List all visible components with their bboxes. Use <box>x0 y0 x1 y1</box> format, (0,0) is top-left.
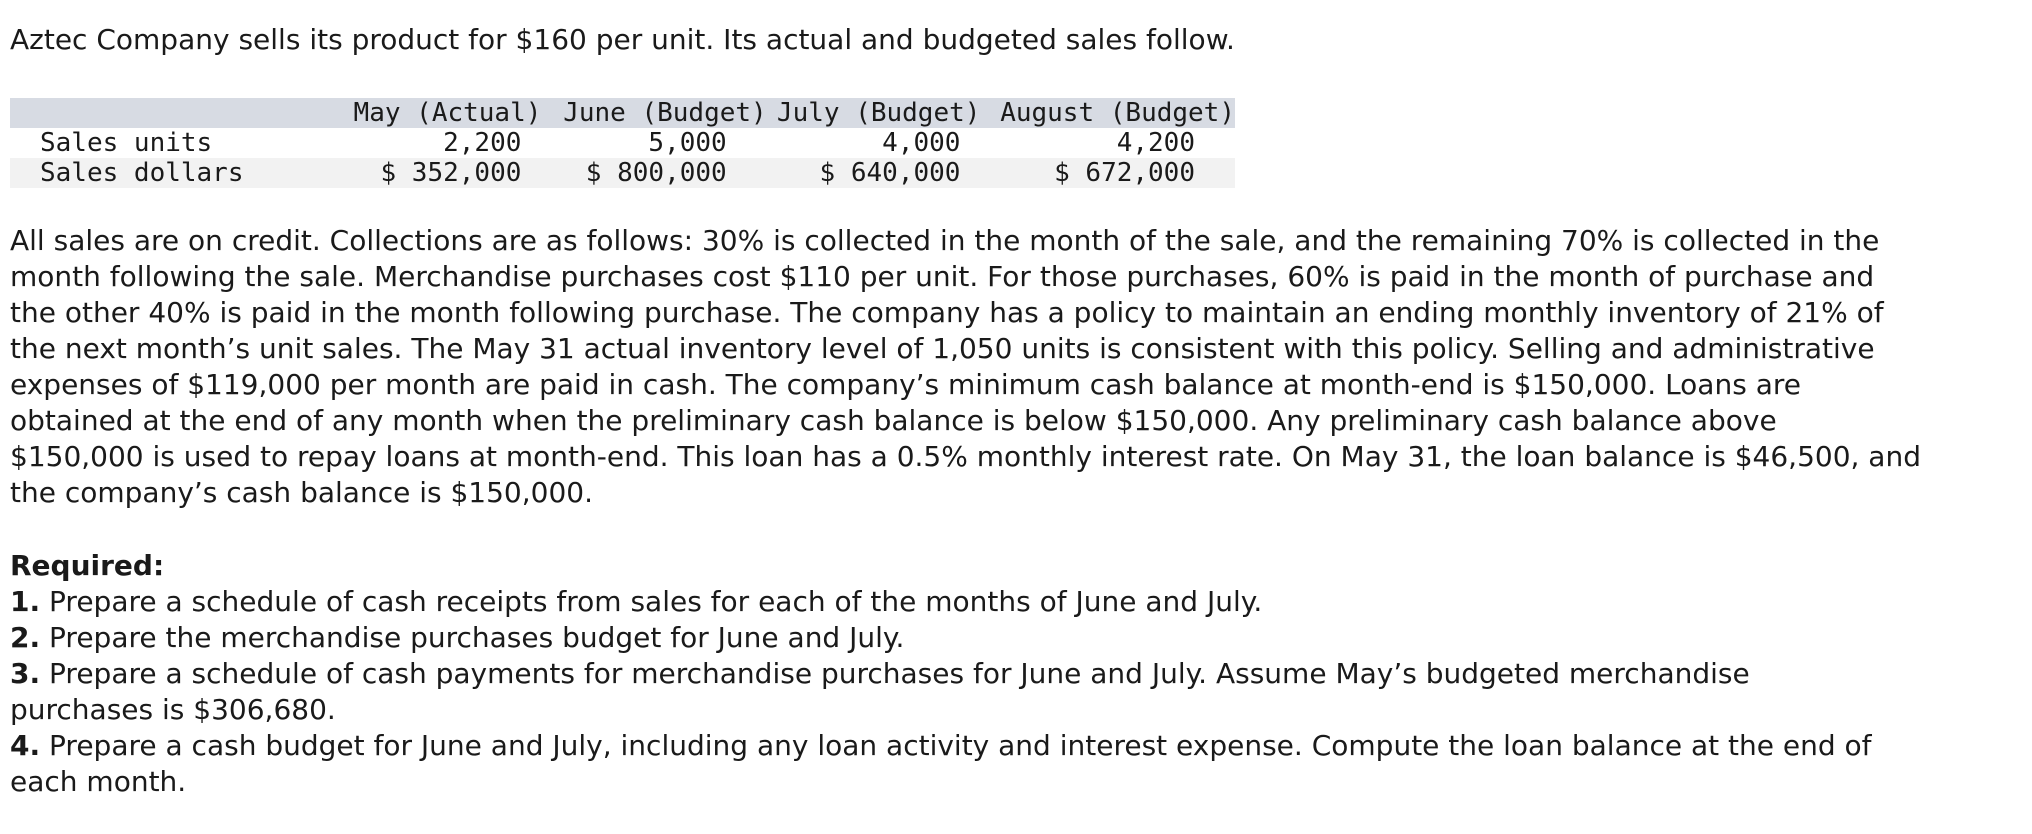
required-section <box>10 548 1950 800</box>
table-row-sales-units <box>10 128 1235 158</box>
row-label: Sales dollars <box>40 158 244 188</box>
required-heading: Required: <box>10 549 165 582</box>
cell-may: $ 352,000 <box>380 158 522 188</box>
item-text: Prepare the merchandise purchases budget for June and July. <box>49 621 905 654</box>
cell-july: 4,000 <box>882 128 961 158</box>
paragraph-line: the other 40% is paid in the month following purchase. The company has a policy to maintain an ending monthly inventory of 21% of <box>10 296 1884 329</box>
header-august: August (Budget) <box>1000 98 1235 128</box>
paragraph-line: month following the sale. Merchandise purchases cost $110 per unit. For those purchases, 60% is paid in the month of purchase and <box>10 260 1875 293</box>
cell-june: $ 800,000 <box>585 158 727 188</box>
required-item-3 <box>10 656 1950 692</box>
policy-paragraph <box>10 223 1950 511</box>
row-label: Sales units <box>40 128 213 158</box>
item-number: 3. <box>10 657 41 690</box>
paragraph-line: obtained at the end of any month when the preliminary cash balance is below $150,000. Any preliminary cash balance above <box>10 404 1777 437</box>
required-item-4-continued: each month. <box>10 765 187 798</box>
paragraph-line: the next month’s unit sales. The May 31 actual inventory level of 1,050 units is consistent with this policy. Selling and administrative <box>10 332 1875 365</box>
item-number: 4. <box>10 729 41 762</box>
item-text: Prepare a cash budget for June and July, including any loan activity and interest expense. Compute the loan balance at the end of <box>49 729 1872 762</box>
required-item-1 <box>10 584 1950 620</box>
item-text: Prepare a schedule of cash receipts from sales for each of the months of June and July. <box>49 585 1263 618</box>
required-item-4 <box>10 728 1950 764</box>
table-row-sales-dollars <box>10 158 1235 188</box>
required-item-3-continued: purchases is $306,680. <box>10 693 336 726</box>
sales-table <box>10 98 1235 188</box>
header-may: May (Actual) <box>353 98 542 128</box>
intro-text: Aztec Company sells its product for $160 per unit. Its actual and budgeted sales follow. <box>10 23 1235 56</box>
item-number: 2. <box>10 621 41 654</box>
required-item-2 <box>10 620 1950 656</box>
cell-july: $ 640,000 <box>819 158 961 188</box>
cell-may: 2,200 <box>443 128 522 158</box>
paragraph-line: expenses of $119,000 per month are paid in cash. The company’s minimum cash balance at month-end is $150,000. Loans are <box>10 368 1801 401</box>
paragraph-line: the company’s cash balance is $150,000. <box>10 476 593 509</box>
header-blank <box>10 98 334 128</box>
sales-table-header-row <box>10 98 1235 128</box>
cell-august: 4,200 <box>1116 128 1195 158</box>
header-july: July (Budget) <box>776 98 981 128</box>
item-text: Prepare a schedule of cash payments for merchandise purchases for June and July. Assume May’s budgeted merchandise <box>49 657 1750 690</box>
cell-june: 5,000 <box>648 128 727 158</box>
item-number: 1. <box>10 585 41 618</box>
paragraph-line: All sales are on credit. Collections are as follows: 30% is collected in the month of the sale, and the remaining 70% is collected in the <box>10 224 1880 257</box>
header-june: June (Budget) <box>563 98 767 128</box>
paragraph-line: $150,000 is used to repay loans at month-end. This loan has a 0.5% monthly interest rate. On May 31, the loan balance is $46,500, and <box>10 440 1921 473</box>
cell-august: $ 672,000 <box>1054 158 1195 188</box>
